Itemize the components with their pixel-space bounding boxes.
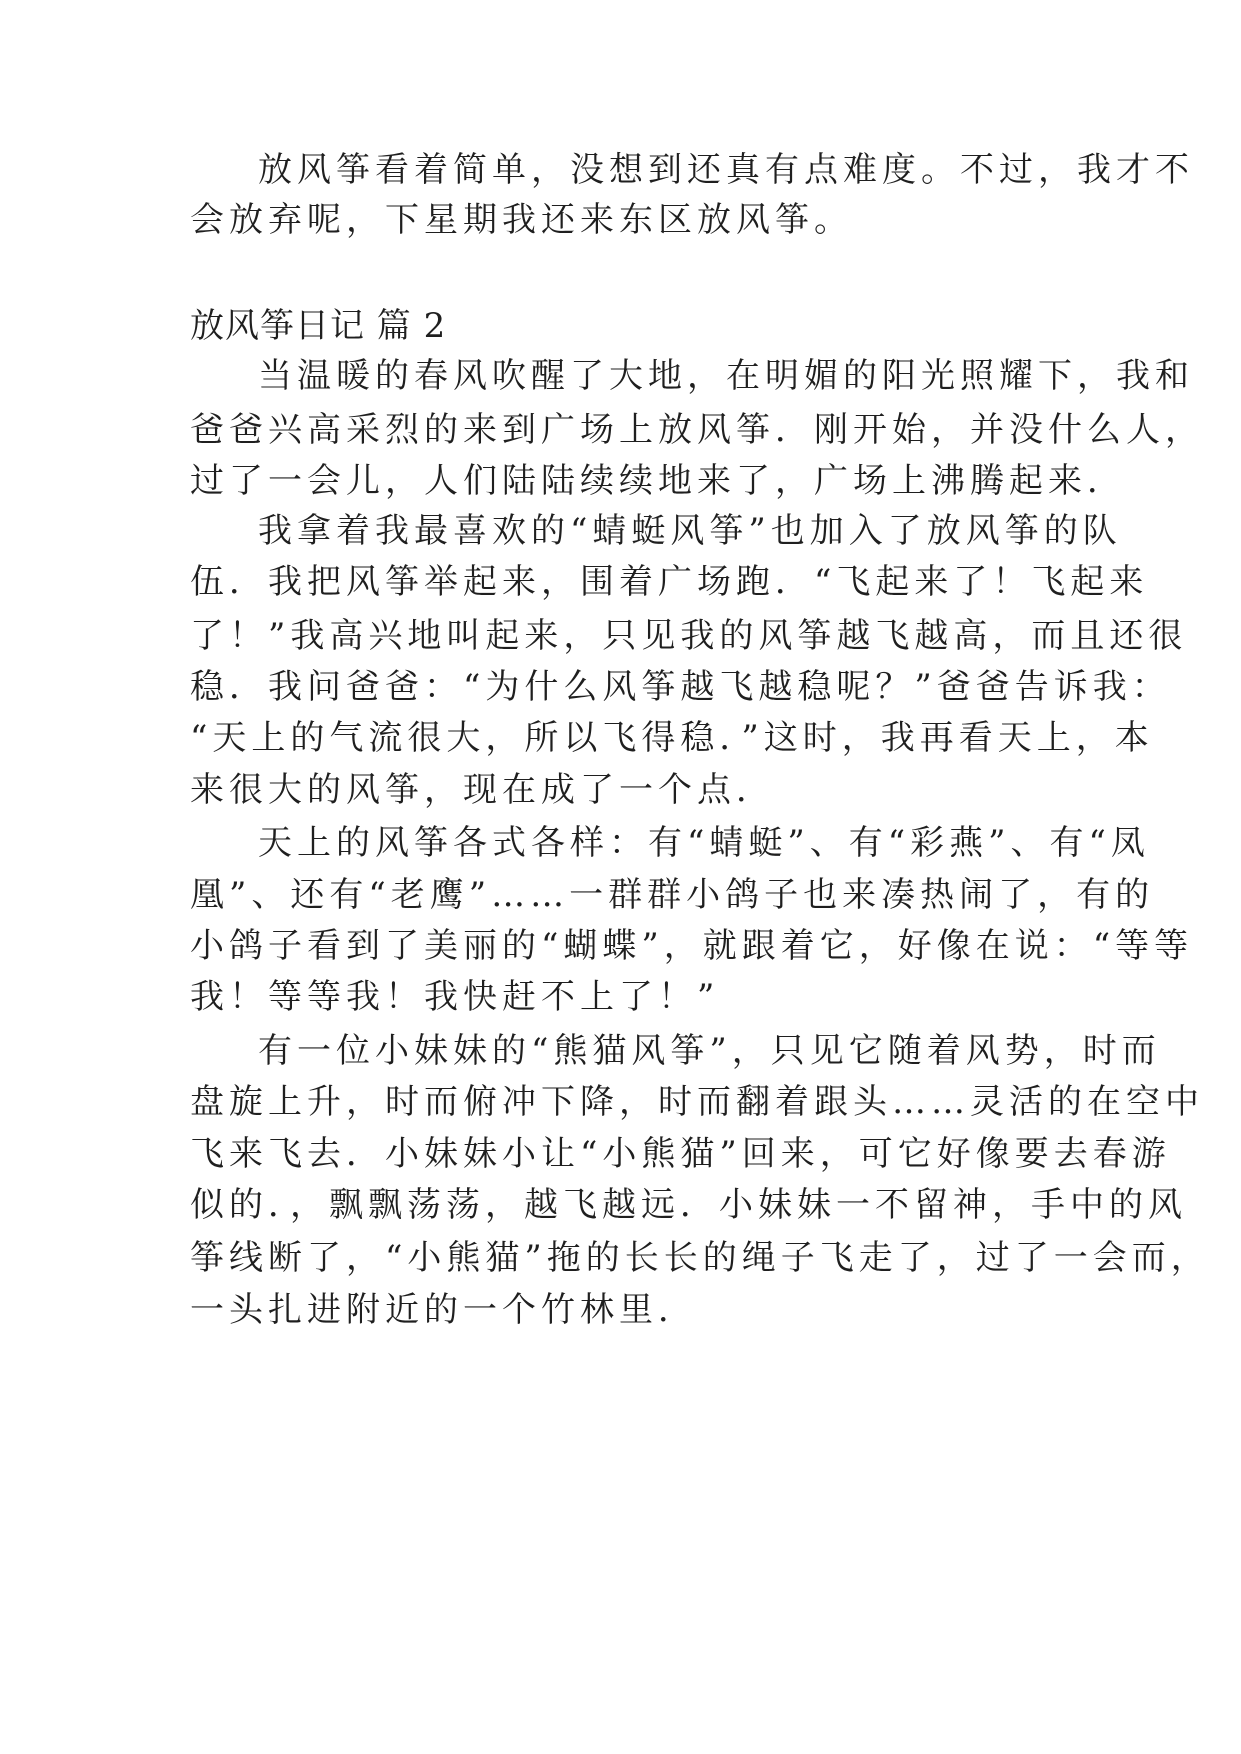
paragraph-line: 小鸽子看到了美丽的“蝴蝶”，就跟着它，好像在说：“等等 xyxy=(190,926,1194,966)
paragraph-line: 了！”我高兴地叫起来，只见我的风筝越飞越高，而且还很 xyxy=(190,616,1188,656)
paragraph-line: 来很大的风筝，现在成了一个点． xyxy=(190,770,775,810)
paragraph-line: 会放弃呢，下星期我还来东区放风筝。 xyxy=(190,200,853,240)
paragraph-line: “天上的气流很大，所以飞得稳．”这时，我再看天上，本 xyxy=(190,718,1154,758)
paragraph-line: 一头扎进附近的一个竹林里． xyxy=(190,1290,697,1330)
paragraph-line: 筝线断了，“小熊猫”拖的长长的绳子飞走了，过了一会而， xyxy=(190,1238,1210,1278)
paragraph-line: 天上的风筝各式各样：有“蜻蜓”、有“彩燕”、有“凤 xyxy=(258,823,1150,863)
paragraph-line: 当温暖的春风吹醒了大地，在明媚的阳光照耀下，我和 xyxy=(258,356,1194,396)
paragraph-line: 爸爸兴高采烈的来到广场上放风筝．刚开始，并没什么人， xyxy=(190,410,1204,450)
paragraph-line: 过了一会儿，人们陆陆续续地来了，广场上沸腾起来． xyxy=(190,461,1126,501)
paragraph-line: 盘旋上升，时而俯冲下降，时而翻着跟头……灵活的在空中 xyxy=(190,1082,1204,1122)
paragraph-line: 放风筝看着简单，没想到还真有点难度。不过，我才不 xyxy=(258,150,1194,190)
paragraph-line: 我拿着我最喜欢的“蜻蜓风筝”也加入了放风筝的队 xyxy=(258,511,1122,551)
paragraph-line: 有一位小妹妹的“熊猫风筝”，只见它随着风势，时而 xyxy=(258,1031,1161,1071)
paragraph-line: 飞来飞去．小妹妹小让“小熊猫”回来，可它好像要去春游 xyxy=(190,1134,1171,1174)
paragraph-line: 伍．我把风筝举起来，围着广场跑．“飞起来了！飞起来 xyxy=(190,562,1149,602)
section-heading: 放风筝日记 篇 2 xyxy=(190,306,447,346)
paragraph-line: 我！等等我！我快赶不上了！” xyxy=(190,977,720,1017)
paragraph-line: 稳．我问爸爸：“为什么风筝越飞越稳呢？”爸爸告诉我： xyxy=(190,667,1171,707)
paragraph-line: 凰”、还有“老鹰”……一群群小鸽子也来凑热闹了，有的 xyxy=(190,875,1155,915)
paragraph-line: 似的．，飘飘荡荡，越飞越远．小妹妹一不留神，手中的风 xyxy=(190,1185,1187,1225)
